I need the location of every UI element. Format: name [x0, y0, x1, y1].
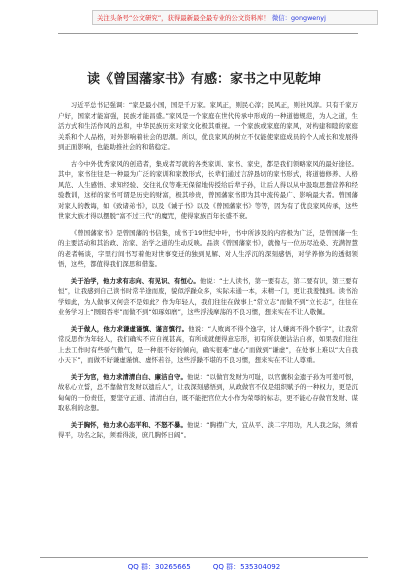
- paragraph-lead: 关于治学，他力求有志向、有见识、有恒心。: [70, 276, 200, 285]
- footer-rule: [40, 557, 368, 558]
- paragraph-lead: 关于为官，他力求清清白白、廉洁自守。: [70, 372, 187, 381]
- paragraph-lead: 关于胸怀，他力求心态平和、不怒不暴。: [70, 420, 187, 429]
- header-rule: [58, 33, 358, 34]
- page-footer: [0, 562, 408, 572]
- paragraph-text: 他说：“士人读书，第一要有志，第二要有识，第三要有恒”，让我感到自己读书时常半途而废，貌似浮躁众多，实际未通一本，未精一门，更让我羞愧到。读书治学如此，为人做事又何尝不是如此？作为年轻人，我们往往在做事上“常立志”而做不到“立长志”，往往在业务学习上“囫囵吞枣”而做不到“如琢如磨”，这些浮浅摩荡的不良习惯，想来实在不让人敬佩。: [58, 276, 359, 316]
- paragraph: [58, 159, 358, 222]
- paragraph-text: 《曾国藩家书》是曾国藩的书信集，成书于19世纪中叶，书中所涉及的内容极为广泛，是曾国藩一生的主要活动和其治政、治家、治学之道的生动反映。品读《曾国藩家书》，就像与一位历尽沧桑、充满智慧的老者畅谈，字里行间书写着他对世事变迁的独到见解、对人生浮沉的深刻感悟，对学养修为的透彻领悟，这些，都值得我们深思和借鉴。: [58, 228, 358, 268]
- paragraph-text: 他说：“胸襟广大，宜从平、淡二字用功，凡人我之际，须看得平，功名之际，须看得淡，庶几胸怀日阔”。: [58, 420, 358, 439]
- paragraph: [58, 276, 358, 318]
- paragraph-text: 古今中外优秀家风的创造者，集成者写就的各类家训、家书、家史，都是我们领略家风的最好途径。其中，家书往往是一种最为广泛的家训和家教形式，长辈们通过言辞恳切的家书形式，将道德修养、人格风范、人生感悟、求知经验、交往礼仪等难无保留地传授给后辈子孙，让后人得以从中汲取思想营养和经验教训，这样的家书可谓是历史的财富，极其珍贵，曾国藩家书即为其中流传最广、影响最大者。曾国藩对家人的教诲，如《致诸弟书》，以及《诫子书》以及《曾国藩家书》等等，因为有了优良家风传承，这些世家大族才得以摆脱“富不过三代”的魔咒，使得家族百年长盛不衰。: [58, 159, 358, 220]
- document-title: 读《曾国藩家书》有感：家书之中见乾坤: [86, 72, 321, 87]
- paragraph: [58, 420, 358, 441]
- paragraph-text: 他说：“人败离不得个逸字，讨人嫌离不得个骄字”，让我常常反思作为年轻人，我们确实不应自视甚高，有所成就便得意忘形，初有所获便沾沾自喜，如果我们往往上去工作时有些骄气傲气，是一种很不好的倾向，确实很难“虚心”而做到“谦虚”，在处事上难以“大自我小天下”，而做不好谦虚谨慎、虚怀若谷，这些浮躁不堪的不良习惯，想来实在不让人尊重。: [58, 324, 358, 364]
- promo-banner: [92, 10, 378, 25]
- document-body: [58, 100, 358, 447]
- banner-wechat-text: 微信：gongwenyj: [271, 14, 326, 22]
- paragraph: [58, 228, 358, 270]
- paragraph: [58, 324, 358, 366]
- paragraph: [58, 100, 358, 153]
- paragraph: [58, 372, 358, 414]
- paragraph-text: 他说：“以做官发财为可耻，以官囊积金遗子孙为可羞可恨，故私心立誓，总不靠做官发财以遗后人”，让我深刻感悟到，从政做官不仅是组织赋予的一种权力，更是沉甸甸的一份责任，要坚守正道、清清白白，既不能把官位大小作为荣辱的标志，更不能心存做官发财、谋取私利的念想。: [58, 372, 358, 412]
- paragraph-text: 习近平总书记强调：“家是最小国，国是千万家。家风正，则民心淳；民风正，则社风淳。只有千家万户好，国家才能富强，民族才能昌盛。”家风是一个家庭在世代传承中形成的一种道德规范，为人之道，生活方式和生活作风的总和，中华民族历来对家文化极其重视。一个家族或家庭的家风，对构建和睦的家庭关系和个人品格，对外影响着社会的思潮。所以，优良家风的树立不仅能使家庭成员的个人成长和发展得到正面影响，也能助推社会的和谐稳定。: [58, 101, 358, 151]
- paragraph-lead: 关于做人，他力求谦虚谨慎、谨言慎行。: [70, 324, 189, 333]
- footer-qq-group-1: QQ 群：30265665: [127, 563, 191, 571]
- banner-promo-text: 关注头条号“公文研究”，获得最新最全最专业的公文资料库！: [97, 14, 270, 22]
- footer-qq-group-2: QQ 群：535304092: [212, 563, 281, 571]
